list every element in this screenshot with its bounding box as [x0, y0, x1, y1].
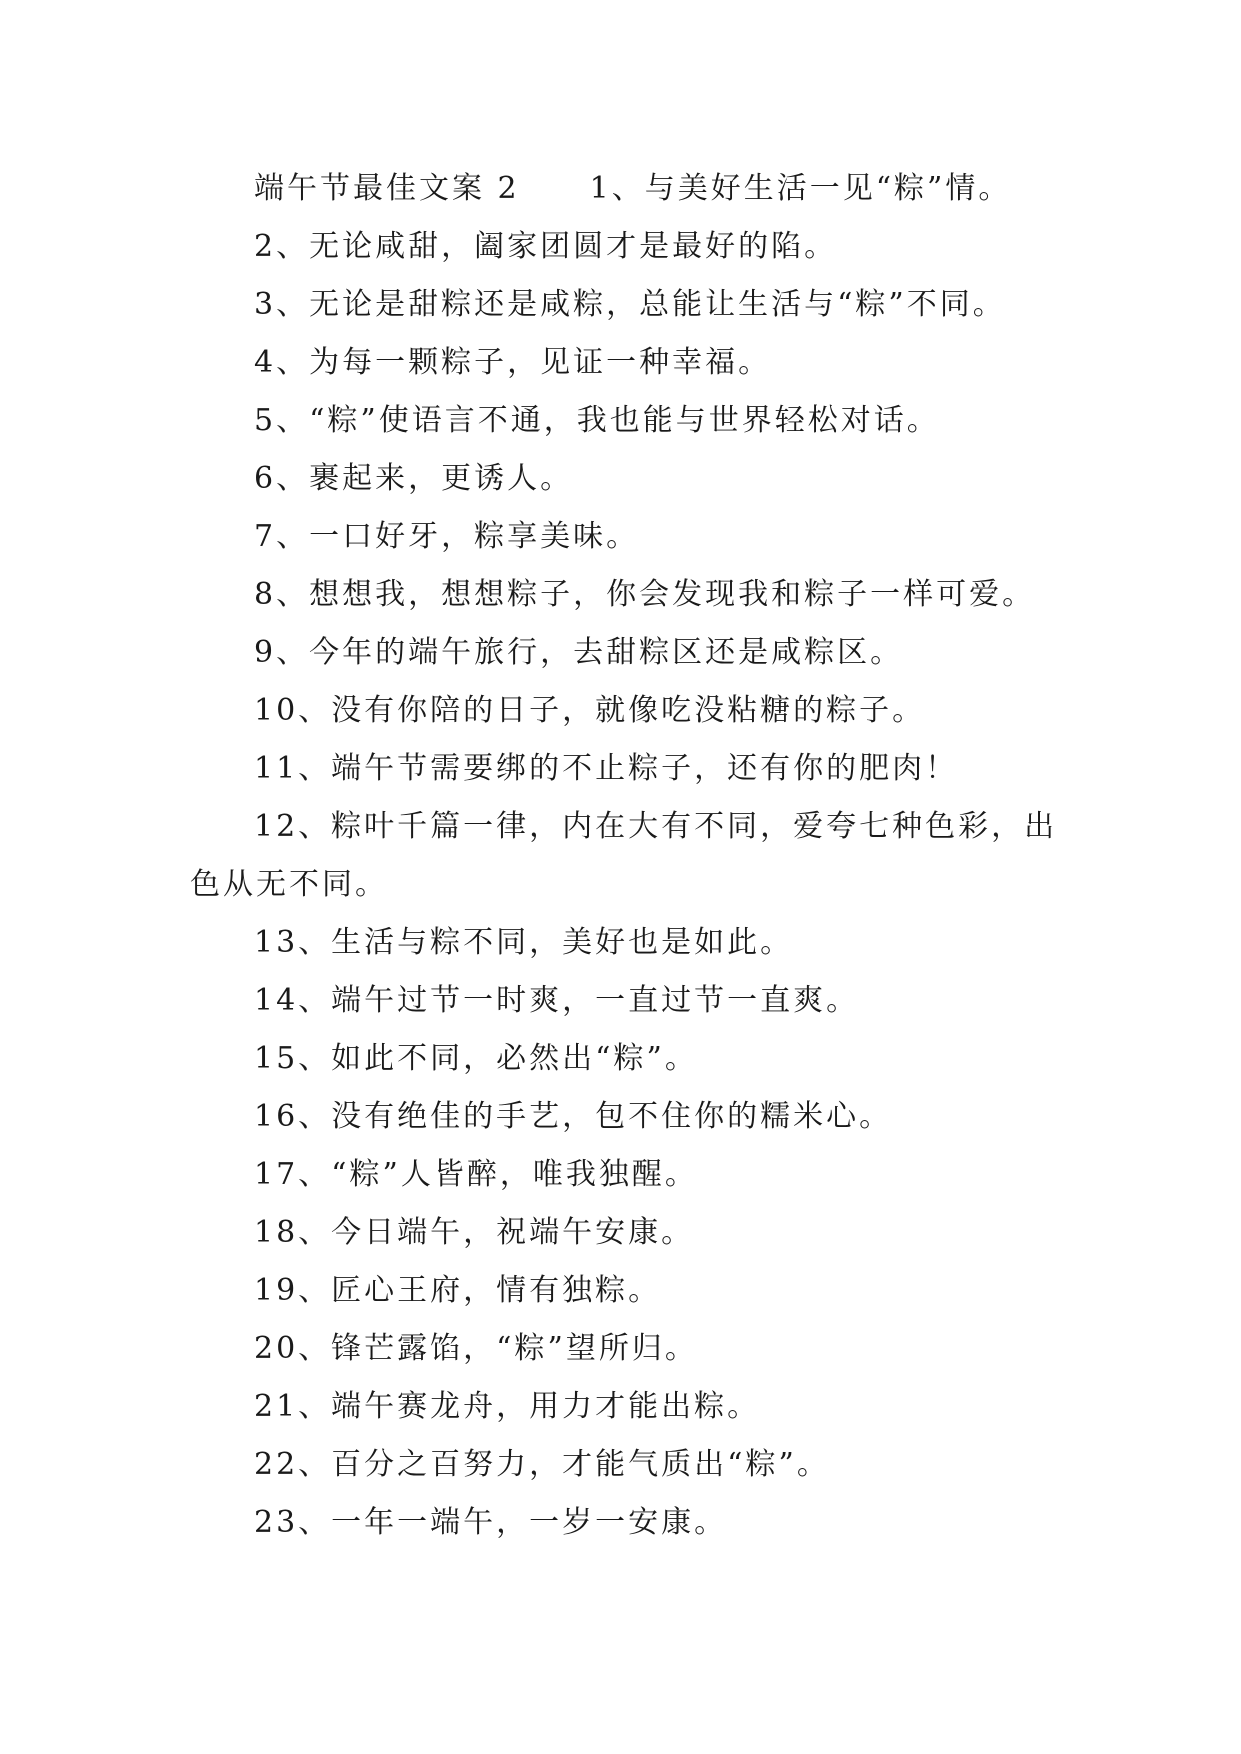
list-item: 8、想想我，想想粽子，你会发现我和粽子一样可爱。: [254, 577, 1036, 612]
list-item: 10、没有你陪的日子，就像吃没粘糖的粽子。: [254, 693, 926, 728]
list-item: 3、无论是甜粽还是咸粽，总能让生活与“粽”不同。: [254, 287, 1006, 322]
list-item: 23、一年一端午，一岁一安康。: [254, 1505, 728, 1540]
list-item: 13、生活与粽不同，美好也是如此。: [254, 925, 794, 960]
list-item: 2、无论咸甜，阖家团圆才是最好的陷。: [254, 229, 838, 264]
list-item: 17、“粽”人皆醉，唯我独醒。: [254, 1157, 698, 1192]
list-item: 19、匠心王府，情有独粽。: [254, 1273, 662, 1308]
list-item-line-2: 色从无不同。: [190, 867, 388, 902]
list-item: 9、今年的端午旅行，去甜粽区还是咸粽区。: [254, 635, 904, 670]
list-item: 18、今日端午，祝端午安康。: [254, 1215, 695, 1250]
list-item-wrapped: [190, 798, 1070, 914]
list-item: 4、为每一颗粽子，见证一种幸福。: [254, 345, 772, 380]
list-item: 5、“粽”使语言不通，我也能与世界轻松对话。: [254, 403, 940, 438]
list-item: 11、端午节需要绑的不止粽子，还有你的肥肉！: [254, 751, 959, 786]
list-item: 7、一口好牙，粽享美味。: [254, 519, 640, 554]
list-item: 21、端午赛龙舟，用力才能出粽。: [254, 1389, 761, 1424]
list-item: 6、裹起来，更诱人。: [254, 461, 574, 496]
list-item: 20、锋芒露馅，“粽”望所归。: [254, 1331, 698, 1366]
document-body: [190, 160, 1070, 1552]
list-item: 1、与美好生活一见“粽”情。: [589, 171, 1012, 206]
list-item: 22、百分之百努力，才能气质出“粽”。: [254, 1447, 830, 1482]
list-item: 14、端午过节一时爽，一直过节一直爽。: [254, 983, 860, 1018]
list-item-line-1: 12、粽叶千篇一律，内在大有不同，爱夸七种色彩，出: [254, 809, 1058, 844]
document-heading: 端午节最佳文案 2: [254, 171, 520, 206]
heading-line: [190, 160, 1070, 218]
list-item: 15、如此不同，必然出“粽”。: [254, 1041, 698, 1076]
list-item: 16、没有绝佳的手艺，包不住你的糯米心。: [254, 1099, 893, 1134]
